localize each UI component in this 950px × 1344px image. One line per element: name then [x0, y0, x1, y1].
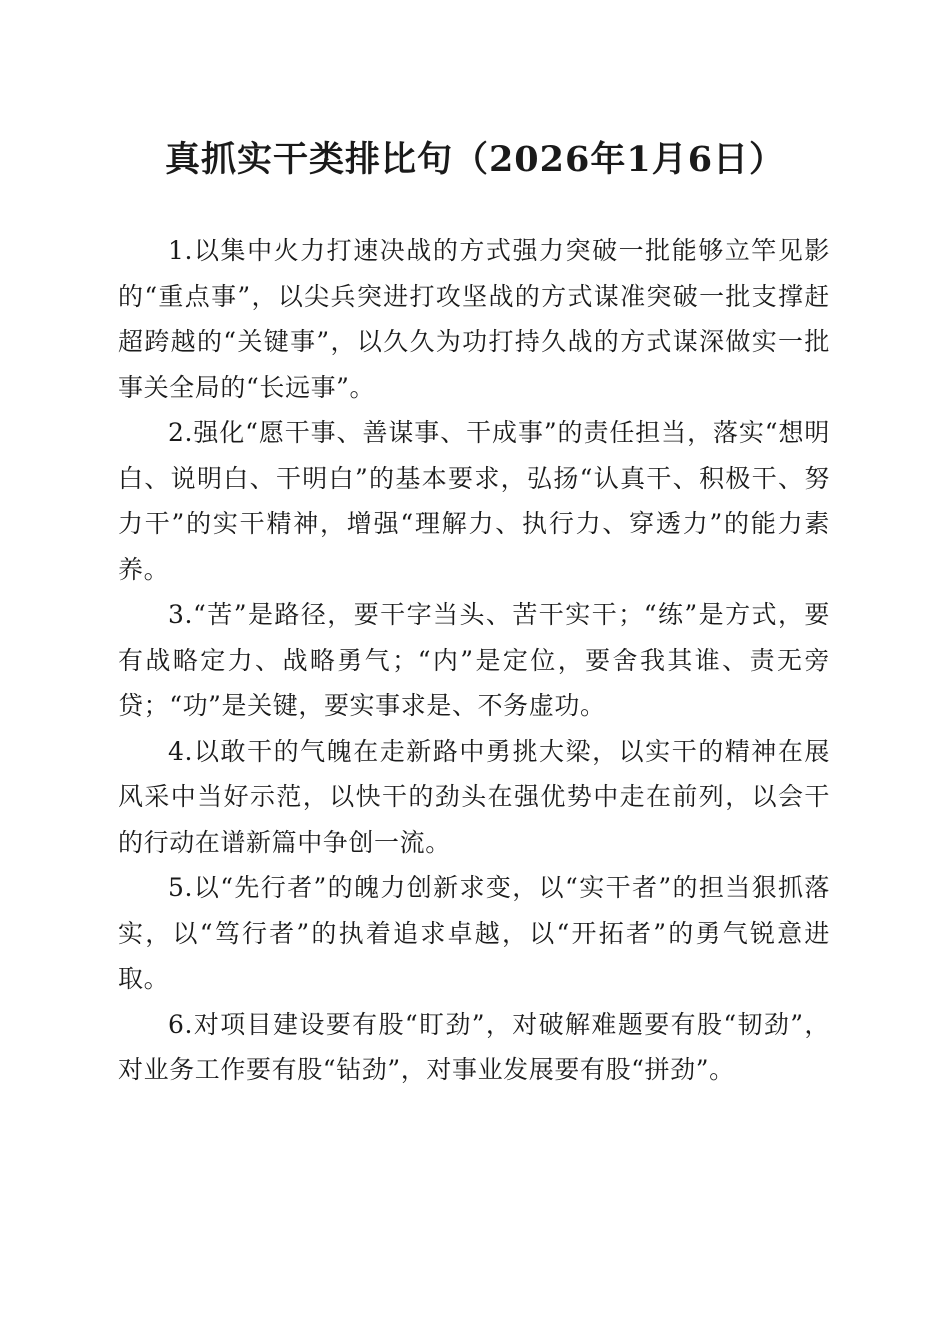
- paragraph-4: 4.以敢干的气魄在走新路中勇挑大梁，以实干的精神在展风采中当好示范，以快干的劲头在强优势中走在前列，以会干的行动在谱新篇中争创一流。: [118, 736, 830, 857]
- document-body: [118, 228, 830, 1093]
- document-title: 真抓实干类排比句（2026年1月6日）: [164, 139, 786, 180]
- paragraph-3: 3.“苦”是路径，要干字当头、苦干实干；“练”是方式，要有战略定力、战略勇气；“内”是定位，要舍我其谁、责无旁贷；“功”是关键，要实事求是、不务虚功。: [118, 600, 830, 720]
- paragraph-6: 6.对项目建设要有股“盯劲”，对破解难题要有股“韧劲”，对业务工作要有股“钻劲”，对事业发展要有股“拼劲”。: [118, 1009, 830, 1084]
- paragraph-5: 5.以“先行者”的魄力创新求变，以“实干者”的担当狠抓落实，以“笃行者”的执着追求卓越，以“开拓者”的勇气锐意进取。: [118, 873, 830, 993]
- paragraph-2: 2.强化“愿干事、善谋事、干成事”的责任担当，落实“想明白、说明白、干明白”的基本要求，弘扬“认真干、积极干、努力干”的实干精神，增强“理解力、执行力、穿透力”的能力素养。: [118, 418, 830, 584]
- paragraph-1: 1.以集中火力打速决战的方式强力突破一批能够立竿见影的“重点事”，以尖兵突进打攻坚战的方式谋准突破一批支撑赶超跨越的“关键事”，以久久为功打持久战的方式谋深做实一批事关全局的“长远事”。: [118, 236, 830, 402]
